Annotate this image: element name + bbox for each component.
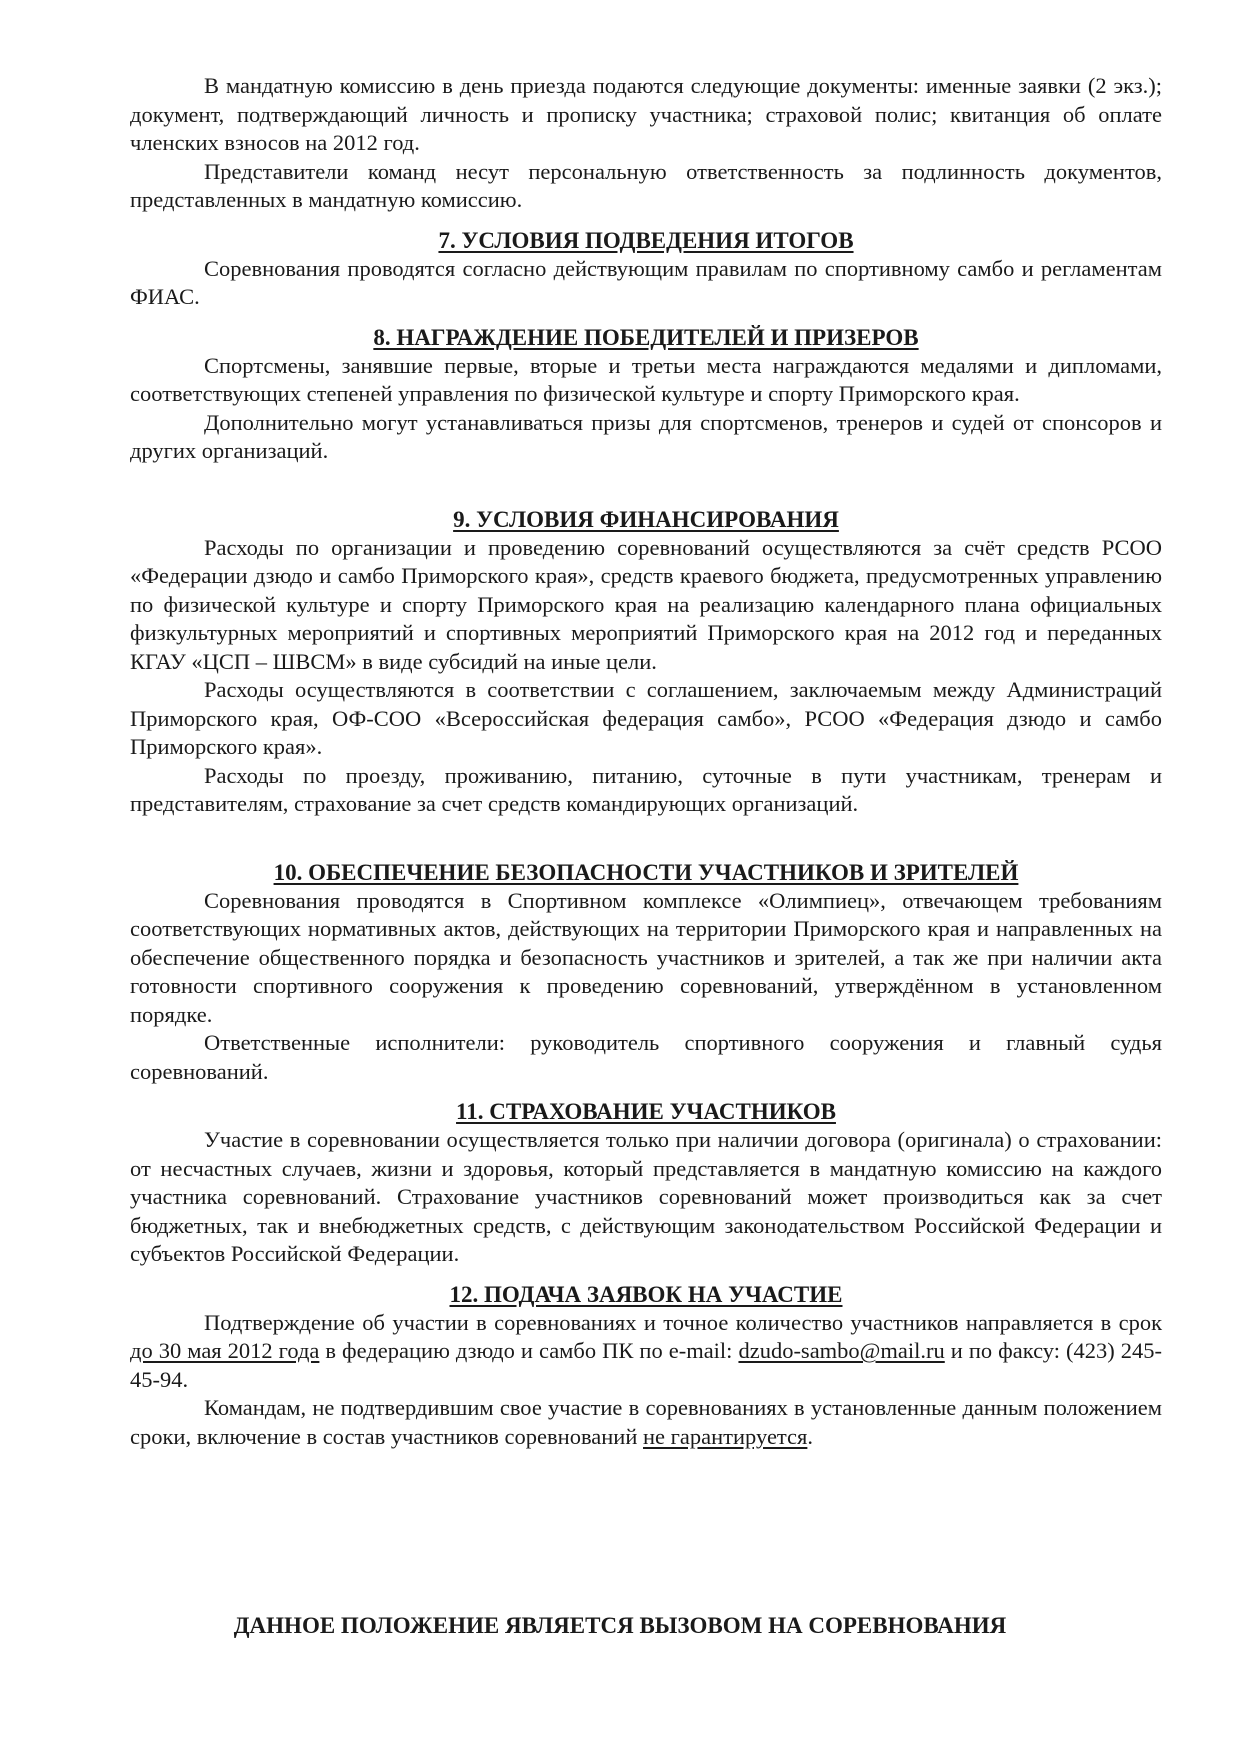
section-10-paragraph-1: Соревнования проводятся в Спортивном комплексе «Олимпиец», отвечающем требованиям соответствующих нормативных актов, действующих на территории Приморского края и направленных на обеспечение общественного порядка и безопасность участников и зрителей, а так же при наличии акта готовности спортивного сооружения к проведению соревнований, утверждённом в установленном порядке. bbox=[130, 887, 1162, 1027]
section-9-paragraph-2: Расходы осуществляются в соответствии с соглашением, заключаемым между Администраций Приморского края, ОФ-СОО «Всероссийская федерация самбо», РСОО «Федерация дзюдо и самбо Приморского края». bbox=[130, 677, 1162, 759]
intro-paragraph-1: В мандатную комиссию в день приезда подаются следующие документы: именные заявки (2 экз.); документ, подтверждающий личность и прописку участника; страховой полис; квитанция об оплате членских взносов на 2012 год. bbox=[130, 73, 1162, 155]
section-8-paragraph-1: Спортсмены, занявшие первые, вторые и третьи места награждаются медалями и дипломами, соответствующих степеней управления по физической культуре и спорту Приморского края. bbox=[130, 352, 1162, 406]
section-12-text-b: в федерацию дзюдо и самбо ПК по e-mail: bbox=[319, 1338, 739, 1363]
section-12-paragraph-2 bbox=[130, 1394, 1162, 1451]
section-9-paragraph-3: Расходы по проезду, проживанию, питанию, суточные в пути участникам, тренерам и представителям, страхование за счет средств командирующих организаций. bbox=[130, 762, 1162, 816]
section-12-text-a: Подтверждение об участии в соревнованиях и точное количество участников направляется в срок bbox=[204, 1309, 1162, 1335]
section-12-title: 12. ПОДАЧА ЗАЯВОК НА УЧАСТИЕ bbox=[449, 1281, 843, 1307]
section-12-text-d: Командам, не подтвердившим свое участие в соревнованиях в установленные данным положением сроки, включение в состав участников соревнований bbox=[130, 1395, 1162, 1449]
section-9-paragraph-1: Расходы по организации и проведению соревнований осуществляются за счёт средств РСОО «Федерации дзюдо и самбо Приморского края», средств краевого бюджета, предусмотренных управлению по физической культуре и спорту Приморского края на реализацию календарного плана официальных физкультурных мероприятий и спортивных мероприятий Приморского края на 2012 год и переданных КГАУ «ЦСП – ШВСМ» в виде субсидий на иные цели. bbox=[130, 534, 1162, 674]
section-10-paragraph-2: Ответственные исполнители: руководитель спортивного сооружения и главный судья соревнований. bbox=[130, 1030, 1162, 1084]
closing-statement: ДАННОЕ ПОЛОЖЕНИЕ ЯВЛЯЕТСЯ ВЫЗОВОМ НА СОРЕВНОВАНИЯ bbox=[233, 1613, 1007, 1638]
section-7-title: 7. УСЛОВИЯ ПОДВЕДЕНИЯ ИТОГОВ bbox=[438, 227, 854, 253]
section-10-title: 10. ОБЕСПЕЧЕНИЕ БЕЗОПАСНОСТИ УЧАСТНИКОВ И ЗРИТЕЛЕЙ bbox=[273, 859, 1019, 885]
section-11-paragraph-1: Участие в соревновании осуществляется только при наличии договора (оригинала) о страховании: от несчастных случаев, жизни и здоровья, который представляется в мандатную комиссию на каждого участника соревнований. Страхование участников соревнований может производиться как за счет бюджетных, так и внебюджетных средств, с действующим законодательством Российской Федерации и субъектов Российской Федерации. bbox=[130, 1127, 1162, 1266]
section-12-text-c: и по факсу: (423) 245-45-94. bbox=[130, 1338, 1162, 1392]
intro-paragraph-2: Представители команд несут персональную ответственность за подлинность документов, представленных в мандатную комиссию. bbox=[130, 158, 1162, 212]
not-guaranteed-text: не гарантируется bbox=[643, 1423, 808, 1449]
section-8-title: 8. НАГРАЖДЕНИЕ ПОБЕДИТЕЛЕЙ И ПРИЗЕРОВ bbox=[373, 324, 919, 350]
section-7-paragraph-1: Соревнования проводятся согласно действующим правилам по спортивному самбо и регламентам ФИАС. bbox=[130, 255, 1162, 309]
section-8-paragraph-2: Дополнительно могут устанавливаться призы для спортсменов, тренеров и судей от спонсоров и других организаций. bbox=[130, 409, 1162, 463]
section-12-text-e: . bbox=[807, 1423, 813, 1449]
deadline-date: до 30 мая 2012 года bbox=[130, 1338, 320, 1363]
section-12-paragraph-1 bbox=[130, 1309, 1162, 1395]
email-link[interactable]: dzudo-sambo@mail.ru bbox=[738, 1338, 945, 1363]
section-11-title: 11. СТРАХОВАНИЕ УЧАСТНИКОВ bbox=[456, 1099, 836, 1124]
section-9-title: 9. УСЛОВИЯ ФИНАНСИРОВАНИЯ bbox=[453, 506, 839, 532]
